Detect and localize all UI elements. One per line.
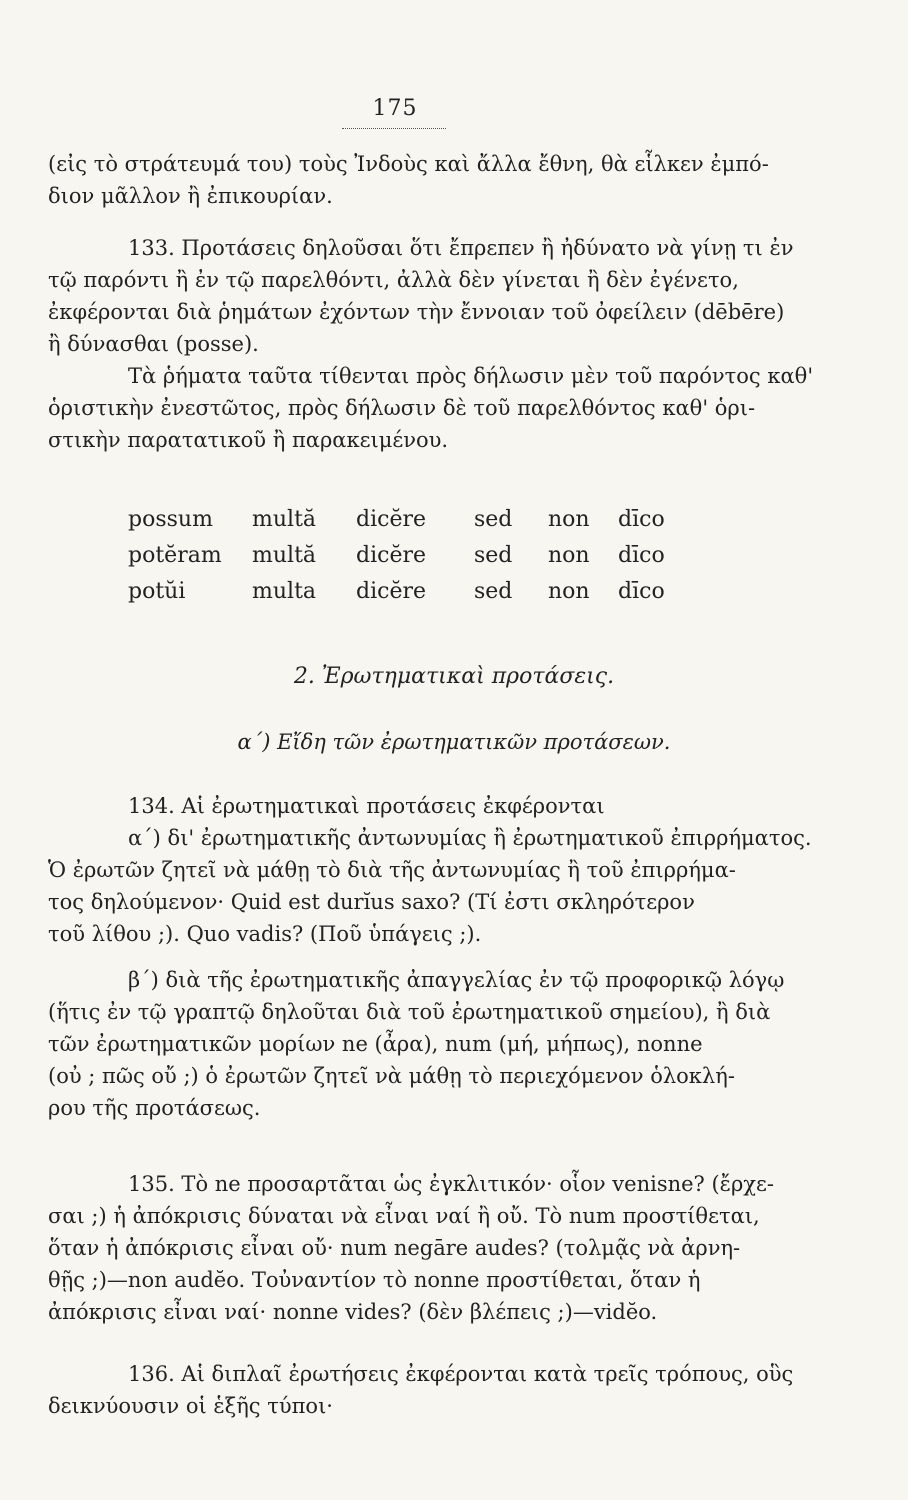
section-title: 2. Ἐρωτηματικαὶ προτάσεις.: [293, 664, 615, 689]
text-line: διον μᾶλλον ἢ ἐπικουρίαν.: [48, 184, 333, 208]
latin-word: dīco: [618, 507, 665, 532]
text-line: 134. Αἱ ἐρωτηματικαὶ προτάσεις ἐκφέρονται: [128, 794, 605, 818]
text-line: τοῦ λίθου ;). Quo vadis? (Ποῦ ὑπάγεις ;).: [48, 922, 482, 946]
text-line: ρου τῆς προτάσεως.: [48, 1096, 261, 1120]
paragraph-133: [48, 232, 818, 456]
latin-word: multă: [252, 507, 317, 532]
text-line: δεικνύουσιν οἱ ἑξῆς τύποι·: [48, 1394, 333, 1418]
text-line: ὁριστικὴν ἐνεστῶτος, πρὸς δήλωσιν δὲ τοῦ παρελθόντος καθ' ὁρι-: [48, 396, 756, 420]
text-line: θῇς ;)—non audĕo. Τοὐναντίον τὸ nonne προστίθεται, ὅταν ἡ: [48, 1268, 701, 1292]
text-line: 136. Αἱ διπλαῖ ἐρωτήσεις ἐκφέρονται κατὰ τρεῖς τρόπους, οὓς: [128, 1362, 794, 1386]
continuation-paragraph: [48, 148, 818, 212]
latin-examples: [128, 502, 698, 610]
text-line: ἀπόκρισις εἶναι ναί· nonne vides? (δὲν βλέπεις ;)—vidĕo.: [48, 1300, 658, 1324]
text-line: σαι ;) ἡ ἀπόκρισις δύναται νὰ εἶναι ναί ἢ οὔ. Τὸ num προστίθεται,: [48, 1204, 760, 1228]
latin-example-row: [128, 538, 698, 574]
text-line: τος δηλούμενον· Quid est durĭus saxo? (Τί ἐστι σκληρότερον: [48, 890, 695, 914]
text-line: 135. Τὸ ne προσαρτᾶται ὡς ἐγκλιτικόν· οἷον venisne? (ἔρχε-: [128, 1172, 774, 1196]
latin-example-row: [128, 574, 698, 610]
text-line: ὅταν ἡ ἀπόκρισις εἶναι οὔ· num negāre audes? (τολμᾷς νὰ ἀρνη-: [48, 1236, 741, 1260]
latin-word: multa: [252, 579, 317, 604]
latin-word: dicĕre: [356, 543, 426, 568]
latin-word: potĕram: [128, 543, 222, 568]
text-line: στικὴν παρατατικοῦ ἢ παρακειμένου.: [48, 428, 449, 452]
text-line: τῶν ἐρωτηματικῶν μορίων ne (ἆρα), num (μή, μήπως), nonne: [48, 1032, 703, 1056]
text-line: α΄) δι' ἐρωτηματικῆς ἀντωνυμίας ἢ ἐρωτηματικοῦ ἐπιρρήματος.: [128, 826, 812, 850]
text-line: Ὁ ἐρωτῶν ζητεῖ νὰ μάθῃ τὸ διὰ τῆς ἀντωνυμίας ἢ τοῦ ἐπιρρήμα-: [48, 858, 736, 882]
text-line: (εἰς τὸ στράτευμά του) τοὺς Ἰνδοὺς καὶ ἄλλα ἔθνη, θὰ εἷλκεν ἐμπό-: [48, 152, 769, 176]
latin-word: non: [548, 543, 590, 568]
latin-word: sed: [474, 507, 513, 532]
latin-word: dīco: [618, 543, 665, 568]
text-line: β΄) διὰ τῆς ἐρωτηματικῆς ἀπαγγελίας ἐν τῷ προφορικῷ λόγῳ: [128, 968, 785, 992]
text-line: (οὐ ; πῶς οὔ ;) ὁ ἐρωτῶν ζητεῖ νὰ μάθῃ τὸ περιεχόμενον ὁλοκλή-: [48, 1064, 735, 1088]
text-line: Τὰ ῥήματα ταῦτα τίθενται πρὸς δήλωσιν μὲν τοῦ παρόντος καθ': [128, 364, 814, 388]
text-line: ἢ δύνασθαι (posse).: [48, 332, 259, 356]
latin-word: non: [548, 579, 590, 604]
text-line: τῷ παρόντι ἢ ἐν τῷ παρελθόντι, ἀλλὰ δὲν γίνεται ἢ δὲν ἐγένετο,: [48, 268, 739, 292]
latin-word: potŭi: [128, 579, 186, 604]
latin-word: dīco: [618, 579, 665, 604]
paragraph-136: [48, 1358, 818, 1422]
text-line: (ἥτις ἐν τῷ γραπτῷ δηλοῦται διὰ τοῦ ἐρωτηματικοῦ σημείου), ἢ διὰ: [48, 1000, 771, 1024]
paragraph-134: [48, 790, 818, 1124]
page-number: 175: [372, 96, 418, 121]
latin-word: possum: [128, 507, 213, 532]
text-line: ἐκφέρονται διὰ ῥημάτων ἐχόντων τὴν ἔννοιαν τοῦ ὀφείλειν (dēbēre): [48, 300, 785, 324]
header-rule: [342, 128, 446, 129]
latin-word: dicĕre: [356, 579, 426, 604]
subsection-title: α΄) Εἴδη τῶν ἐρωτηματικῶν προτάσεων.: [237, 730, 671, 754]
latin-word: multă: [252, 543, 317, 568]
paragraph-135: [48, 1168, 818, 1328]
latin-word: dicĕre: [356, 507, 426, 532]
latin-word: sed: [474, 543, 513, 568]
latin-example-row: [128, 502, 698, 538]
text-line: 133. Προτάσεις δηλοῦσαι ὅτι ἔπρεπεν ἢ ἠδύνατο νὰ γίνῃ τι ἐν: [128, 236, 794, 260]
latin-word: sed: [474, 579, 513, 604]
latin-word: non: [548, 507, 590, 532]
